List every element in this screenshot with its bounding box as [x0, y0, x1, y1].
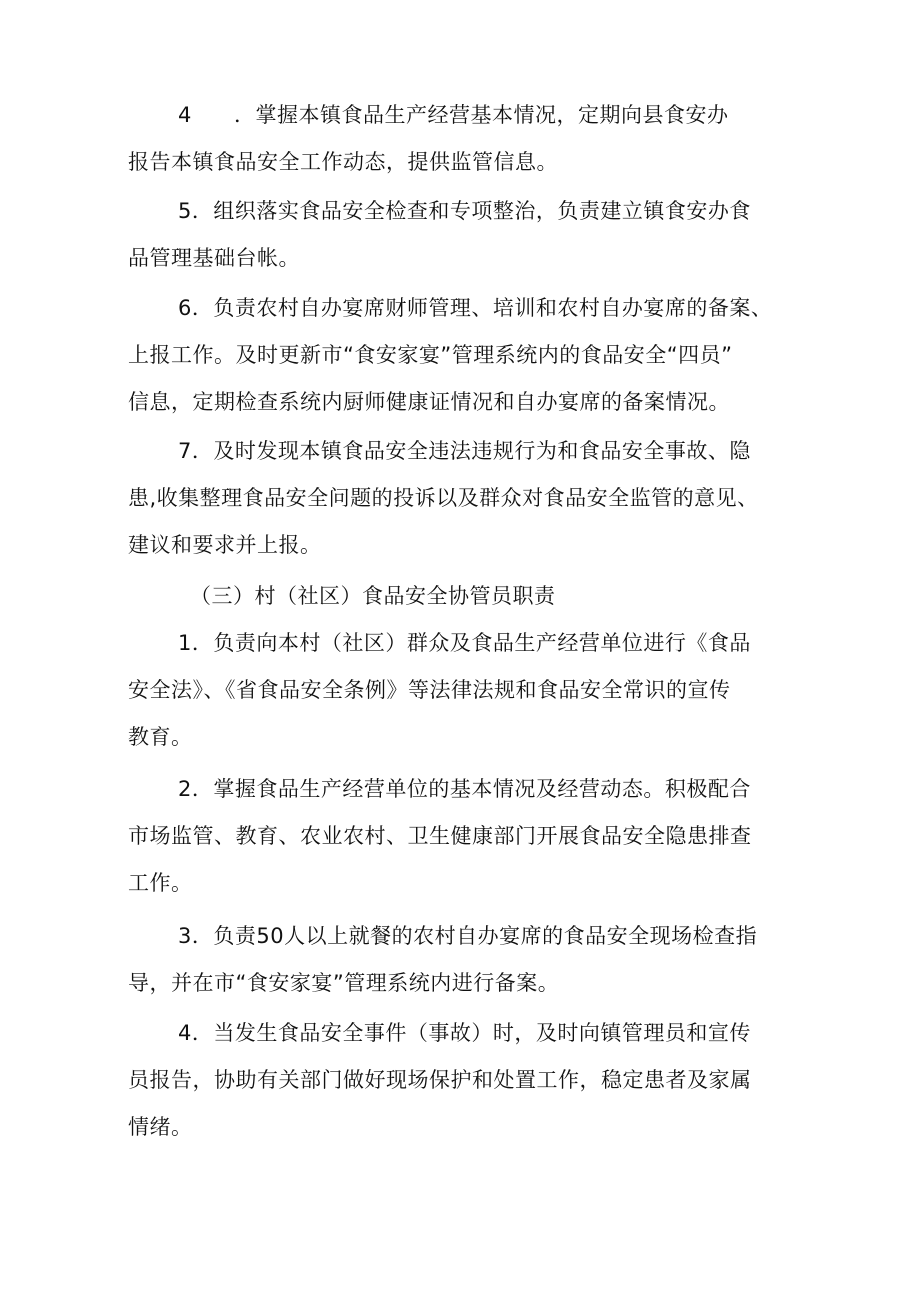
paragraph-item-5: [128, 188, 800, 282]
paragraph-section-item-1: [128, 620, 800, 761]
paragraph-line: ．掌握食品生产经营单位的基本情况及经营动态。积极配合: [191, 777, 751, 801]
paragraph-section-item-2: [128, 766, 800, 907]
paragraph-section-item-4: [128, 1010, 800, 1151]
item-number: 5: [178, 199, 192, 223]
paragraph-section-item-3: [128, 913, 800, 1007]
paragraph-line: 情绪。: [128, 1115, 193, 1139]
paragraph-line: 上报工作。及时更新市“食安家宴”管理系统内的食品安全“四员”: [128, 343, 733, 367]
paragraph-item-7: [128, 428, 800, 569]
paragraph-line: 市场监管、教育、农业农村、卫生健康部门开展食品安全隐患排查: [128, 824, 752, 848]
item-number: 6: [178, 296, 192, 320]
paragraph-line: ．及时发现本镇食品安全违法违规行为和食品安全事故、隐: [191, 439, 751, 463]
paragraph-line: 教育。: [128, 725, 193, 749]
paragraph-line: ．组织落实食品安全检查和专项整治，负责建立镇食安办食: [191, 199, 751, 223]
item-number: 3: [178, 924, 192, 948]
paragraph-line: ．负责农村自办宴席财师管理、培训和农村自办宴席的备案、: [191, 296, 773, 320]
paragraph-line: ．负责向本村（社区）群众及食品生产经营单位进行《食品: [191, 631, 751, 655]
paragraph-line: 安全法》、《省食品安全条例》等法律法规和食品安全常识的宣传: [128, 678, 731, 702]
paragraph-line: ．当发生食品安全事件（事故）时，及时向镇管理员和宣传: [191, 1021, 751, 1045]
item-number: 1: [178, 631, 192, 655]
paragraph-item-6: [128, 285, 800, 426]
paragraph-line: 导，并在市“食安家宴”管理系统内进行备案。: [128, 971, 560, 995]
item-number: 4: [178, 1021, 192, 1045]
paragraph-line: 品管理基础台帐。: [128, 246, 300, 270]
paragraph-line: 工作。: [128, 871, 193, 895]
paragraph-line: 报告本镇食品安全工作动态，提供监管信息。: [128, 150, 558, 174]
item-number: 4: [178, 103, 192, 127]
paragraph-line: 建议和要求并上报。: [128, 533, 322, 557]
paragraph-line: ．负责50人以上就餐的农村自办宴席的食品安全现场检查指: [191, 924, 758, 948]
paragraph-line: 患,收集整理食品安全问题的投诉以及群众对食品安全监管的意见、: [128, 486, 759, 510]
item-number: 7: [178, 439, 192, 463]
section-heading: （三）村（社区）食品安全协管员职责: [190, 584, 556, 608]
paragraph-line: 员报告，协助有关部门做好现场保护和处置工作，稳定患者及家属: [128, 1068, 752, 1092]
paragraph-line: ．掌握本镇食品生产经营基本情况，定期向县食安办: [234, 103, 729, 127]
item-number: 2: [178, 777, 192, 801]
paragraph-item-4: [128, 92, 800, 186]
paragraph-line: 信息，定期检查系统内厨师健康证情况和自办宴席的备案情况。: [128, 390, 730, 414]
